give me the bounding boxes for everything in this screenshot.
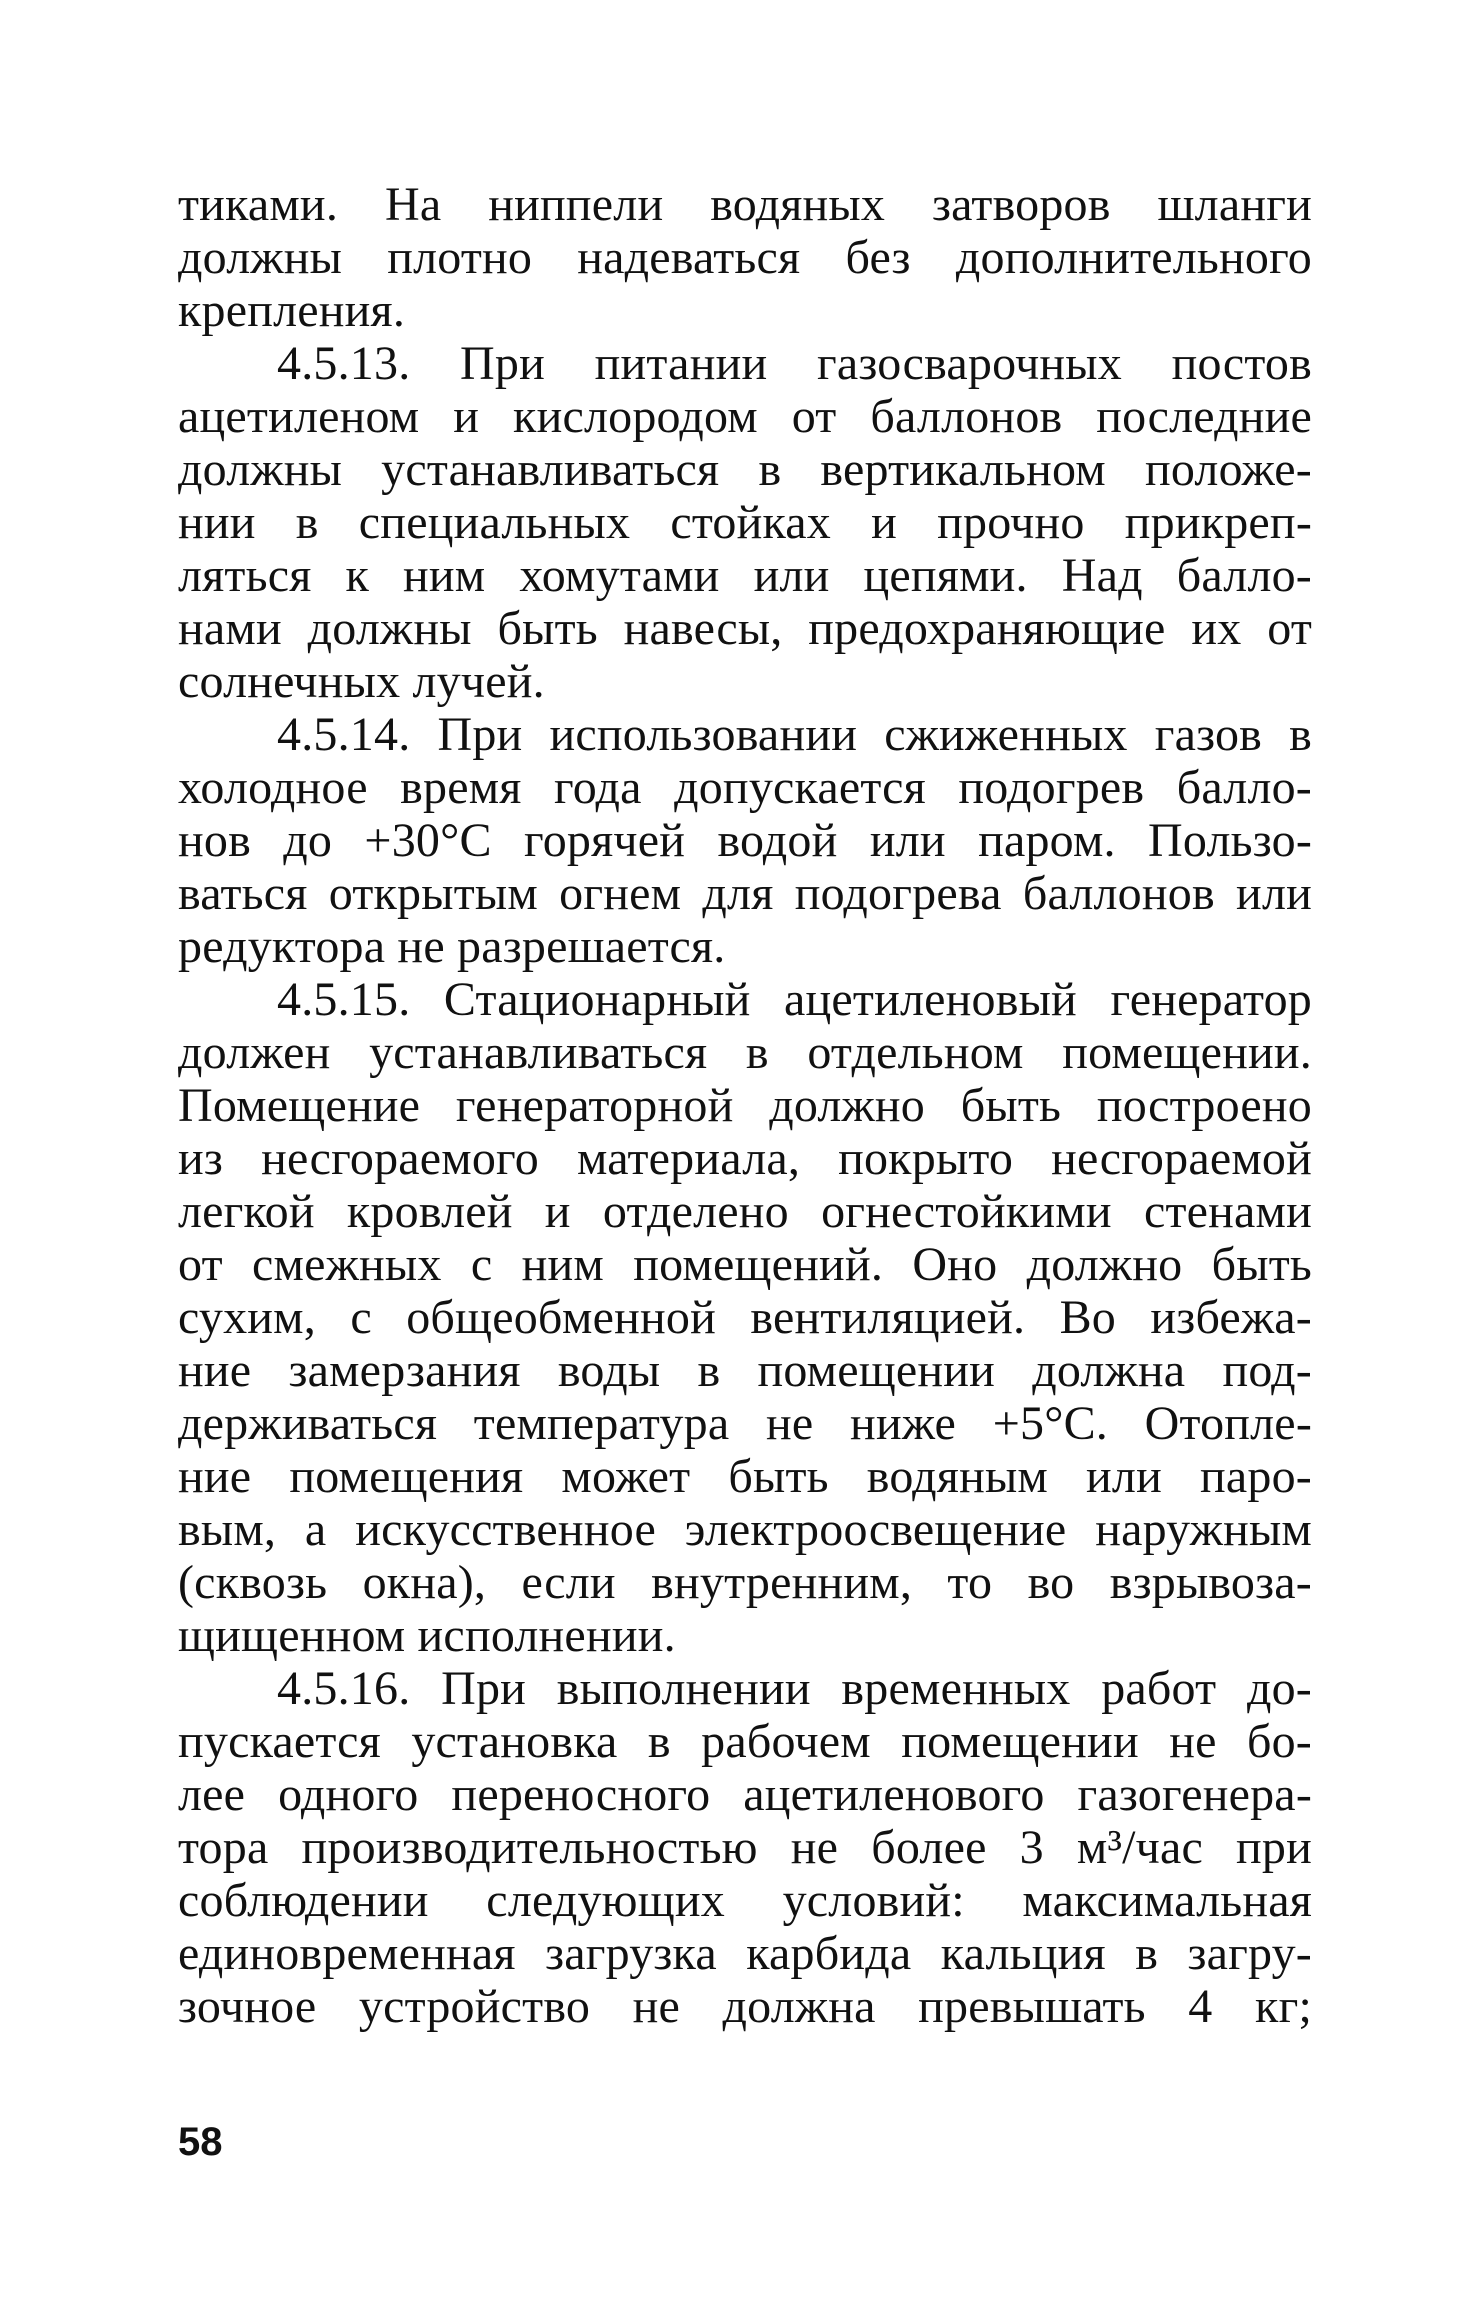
text-line: щищенном исполнении. — [178, 1609, 676, 1662]
text-line: тора производительностью не более 3 м³/час при — [178, 1821, 1312, 1874]
text-line: нами должны быть навесы, предохраняющие их от — [178, 602, 1312, 655]
text-line: холодное время года допускается подогрев балло- — [178, 761, 1312, 814]
text-line: пускается установка в рабочем помещении не бо- — [178, 1715, 1312, 1768]
text-line: соблюдении следующих условий: максимальная — [178, 1874, 1312, 1927]
page-number: 58 — [178, 2120, 223, 2164]
text-line: должны устанавливаться в вертикальном положе- — [178, 443, 1312, 496]
text-line: (сквозь окна), если внутренним, то во взрывоза- — [178, 1556, 1312, 1609]
text-line: нии в специальных стойках и прочно прикреп- — [178, 496, 1312, 549]
text-line: зочное устройство не должна превышать 4 кг; — [178, 1980, 1312, 2033]
text-line: солнечных лучей. — [178, 655, 545, 708]
section-4-5-14-start: 4.5.14. При использовании сжиженных газов в — [277, 708, 1312, 761]
text-line: ние помещения может быть водяным или паро- — [178, 1450, 1312, 1503]
text-line: ние замерзания воды в помещении должна под- — [178, 1344, 1312, 1397]
body-text — [178, 178, 1312, 2033]
text-line: должен устанавливаться в отдельном помещении. — [178, 1026, 1312, 1079]
text-line: из несгораемого материала, покрыто несгораемой — [178, 1132, 1312, 1185]
text-line: тиками. На ниппели водяных затворов шланги — [178, 178, 1312, 231]
text-line: ацетиленом и кислородом от баллонов последние — [178, 390, 1312, 443]
text-line: от смежных с ним помещений. Оно должно быть — [178, 1238, 1312, 1291]
text-line: единовременная загрузка карбида кальция в загру- — [178, 1927, 1312, 1980]
section-4-5-13-start: 4.5.13. При питании газосварочных постов — [277, 337, 1312, 390]
text-line: редуктора не разрешается. — [178, 920, 726, 973]
section-4-5-15-start: 4.5.15. Стационарный ацетиленовый генератор — [277, 973, 1312, 1026]
text-line: легкой кровлей и отделено огнестойкими стенами — [178, 1185, 1312, 1238]
text-line: ляться к ним хомутами или цепями. Над балло- — [178, 549, 1312, 602]
text-line: держиваться температура не ниже +5°С. Отопле- — [178, 1397, 1312, 1450]
text-line: должны плотно надеваться без дополнительного — [178, 231, 1312, 284]
text-line: сухим, с общеобменной вентиляцией. Во избежа- — [178, 1291, 1312, 1344]
text-line: лее одного переносного ацетиленового газогенера- — [178, 1768, 1312, 1821]
text-line: нов до +30°С горячей водой или паром. Пользо- — [178, 814, 1312, 867]
text-line: вым, а искусственное электроосвещение наружным — [178, 1503, 1312, 1556]
text-line: Помещение генераторной должно быть построено — [178, 1079, 1312, 1132]
text-line: ваться открытым огнем для подогрева баллонов или — [178, 867, 1312, 920]
text-line: крепления. — [178, 284, 406, 337]
section-4-5-16-start: 4.5.16. При выполнении временных работ до- — [277, 1662, 1312, 1715]
